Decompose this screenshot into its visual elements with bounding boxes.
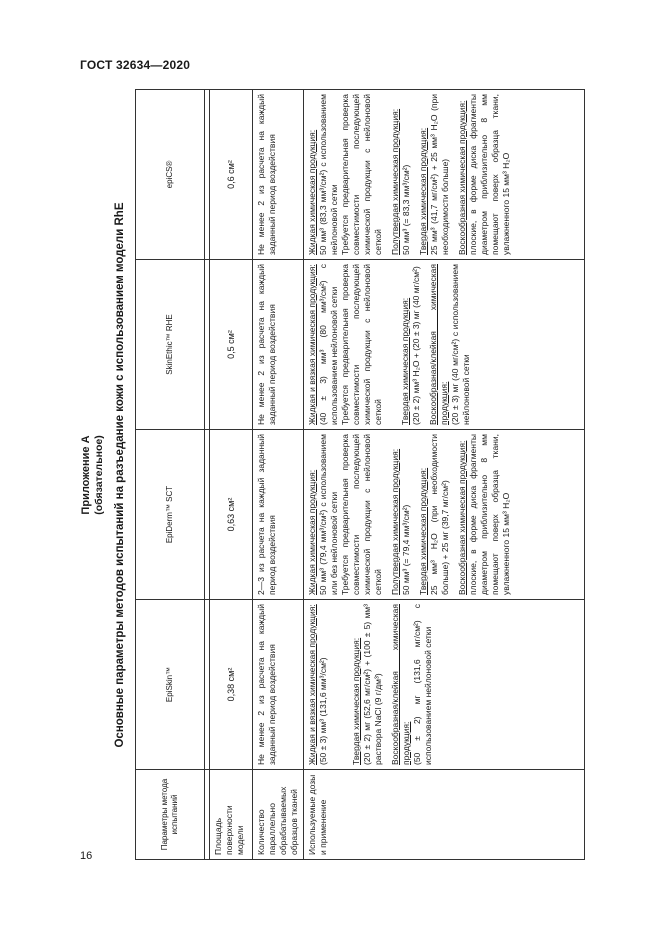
dose-heading: Воскообразная химическая продукция: [457, 100, 467, 255]
dose-block-wax [390, 604, 434, 765]
dose-text: 25 мм³ H₂O (при необходимости больше) + 25 мг (39,7 мг/см²) [429, 434, 450, 595]
dose-block-liquid [307, 604, 329, 765]
column-header-param: Параметры метода испытаний [136, 770, 205, 860]
rotated-page-content [80, 90, 585, 860]
dose-heading: Твердая химическая продукция: [418, 127, 428, 255]
dose-text: (50 ± 3) мм³ (131,6 мм³/см²) [318, 657, 328, 765]
dose-text: (20 ± 3) мг (40 мг/см²) с использованием нейлоновой сетки [450, 264, 471, 425]
cell-area-episkin: 0,38 см² [210, 600, 253, 770]
dose-heading: Воскообразная/клейкая химическая продукция: [428, 264, 449, 425]
cell-count-epics: Не менее 2 из расчета на каждый заданный период воздействия [253, 90, 304, 260]
dose-block-liquid [307, 434, 384, 595]
dose-heading: Воскообразная химическая продукция: [457, 440, 467, 595]
dose-heading: Твердая химическая продукция: [351, 637, 361, 765]
column-header-skinethic: SkinEthic™ RHE [136, 260, 205, 430]
dose-block-wax [457, 434, 512, 595]
appendix-heading [80, 90, 106, 860]
dose-block-semisolid [390, 434, 412, 595]
dose-text: (20 ± 2) мм³ H₂O + (20 ± 3) мг (40 мг/см²) [411, 266, 421, 425]
dose-text: (50 ± 2) мг (131,6 мг/см²) с использованием нейлоновой сетки [412, 604, 433, 765]
dose-note: Требуется предварительная проверка совместимости последующей химической продукции с нейлоновой сеткой [340, 434, 383, 595]
dose-text: (40 ± 3) мм³ (80 мм³/см²) с использованием нейлоновой сетки [318, 264, 339, 425]
dose-heading: Жидкая и вязкая химическая продукция: [307, 264, 317, 425]
row-label-area: Площадь поверхности модели [210, 770, 253, 860]
dose-block-semisolid [390, 94, 412, 255]
dose-text: плоские, в форме диска фрагменты диаметром приблизительно 8 мм помещают поверх образца ткани, увлажненного 15 мм³ H₂O [468, 94, 511, 255]
cell-doses-episkin [304, 600, 585, 770]
document-header: ГОСТ 32634—2020 [80, 58, 191, 72]
cell-doses-epics [304, 90, 585, 260]
parameters-table [135, 89, 585, 860]
cell-area-skinethic: 0,5 см² [210, 260, 253, 430]
dose-heading: Полутвердая химическая продукция: [390, 108, 400, 255]
cell-area-epics: 0,6 см² [210, 90, 253, 260]
cell-doses-epiderm [304, 430, 585, 600]
row-label-count: Количество параллельно обрабатываемых образцов тканей [253, 770, 304, 860]
dose-heading: Твердая химическая продукция: [400, 297, 410, 425]
table-row-doses [304, 90, 585, 860]
dose-block-wax [428, 264, 472, 425]
dose-heading: Воскообразная/клейкая химическая продукция: [390, 604, 411, 765]
dose-text: 50 мм³ (= 79,4 мм³/см²) [401, 504, 411, 595]
dose-block-solid [418, 434, 451, 595]
dose-block-liquid [307, 264, 384, 425]
column-header-epics: epiCS® [136, 90, 205, 260]
dose-block-wax [457, 94, 512, 255]
dose-block-liquid [307, 94, 384, 255]
dose-heading: Твердая химическая продукция: [418, 467, 428, 595]
table-row-area [210, 90, 253, 860]
dose-heading: Жидкая химическая продукция: [307, 129, 317, 255]
appendix-subtitle: (обязательное) [93, 435, 105, 515]
dose-heading: Жидкая химическая продукция: [307, 469, 317, 595]
dose-note: Требуется предварительная проверка совместимости последующей химической продукции с нейлоновой сеткой [340, 94, 383, 255]
dose-text: плоские, в форме диска фрагменты диаметром приблизительно 8 мм помещают поверх образца ткани, увлажненного 15 мм³ H₂O [468, 434, 511, 595]
cell-doses-skinethic [304, 260, 585, 430]
appendix-title: Приложение А [80, 435, 92, 515]
row-label-doses: Используемые дозы и применение [304, 770, 585, 860]
dose-text: (20 ± 2) мг (52,6 мг/см²) + (100 ± 5) мм³ раствора NaCl (9 г/дм³) [362, 604, 383, 765]
dose-text: 50 мм³ (= 83,3 мм³/см²) [401, 164, 411, 255]
cell-area-epiderm: 0,63 см² [210, 430, 253, 600]
table-header-row [136, 90, 205, 860]
dose-block-solid [351, 604, 384, 765]
dose-text: 50 мм³ (79,4 мм³/см²) с использованием или без нейлоновой сетки [318, 434, 339, 595]
dose-block-solid [400, 264, 422, 425]
dose-text: 50 мм³ (83,3 мм³/см²) с использованием нейлоновой сетки [318, 94, 339, 255]
page-number: 16 [80, 850, 93, 862]
column-header-episkin: EpiSkin™ [136, 600, 205, 770]
cell-count-skinethic: Не менее 2 из расчета на каждый заданный период воздействия [253, 260, 304, 430]
table-row-count [253, 90, 304, 860]
dose-heading: Полутвердая химическая продукция: [390, 448, 400, 595]
dose-note: Требуется предварительная проверка совместимости последующей химической продукции с нейлоновой сеткой [340, 264, 383, 425]
column-header-epiderm: EpiDerm™ SCT [136, 430, 205, 600]
cell-count-episkin: Не менее 2 из расчета на каждый заданный период воздействия [253, 600, 304, 770]
table-title: Основные параметры методов испытаний на разъедание кожи с использованием модели RhE [114, 202, 126, 748]
dose-text: 25 мм³ (41,7 мг/см²) + 25 мм³ H₂O (при необходимости больше) [429, 94, 450, 255]
dose-heading: Жидкая и вязкая химическая продукция: [307, 604, 317, 765]
cell-count-epiderm: 2—3 из расчета на каждый заданный период воздействия [253, 430, 304, 600]
dose-block-solid [418, 94, 451, 255]
